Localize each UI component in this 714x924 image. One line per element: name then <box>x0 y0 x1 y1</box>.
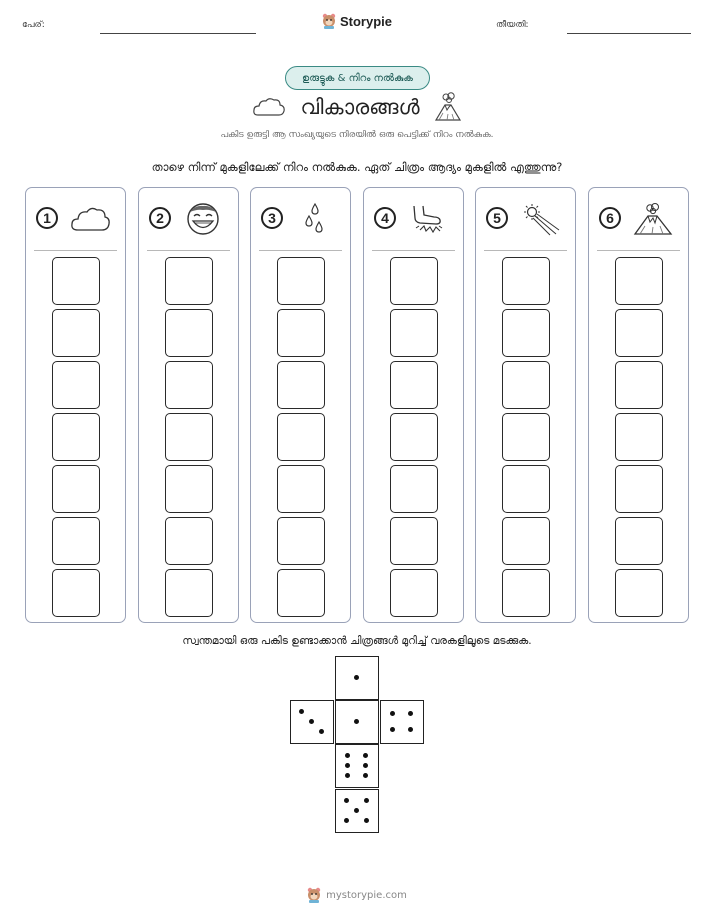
pip <box>354 675 359 680</box>
activity-badge: ഉരുട്ടുക & നിറം നൽകുക <box>285 66 430 90</box>
brand-name: Storypie <box>339 13 392 29</box>
brand-logo <box>0 13 714 29</box>
column-divider <box>372 250 455 251</box>
column-6 <box>588 187 689 623</box>
pip <box>364 798 369 803</box>
color-box[interactable] <box>52 361 100 409</box>
pip <box>363 753 368 758</box>
color-box[interactable] <box>615 517 663 565</box>
color-box[interactable] <box>165 361 213 409</box>
column-number: 3 <box>261 207 283 229</box>
column-1 <box>25 187 126 623</box>
title-row <box>0 92 714 122</box>
color-box[interactable] <box>277 309 325 357</box>
color-box[interactable] <box>390 361 438 409</box>
pip <box>345 773 350 778</box>
color-box[interactable] <box>277 361 325 409</box>
color-box[interactable] <box>52 465 100 513</box>
color-box[interactable] <box>502 569 550 617</box>
color-box[interactable] <box>502 413 550 461</box>
cloud-icon <box>252 95 286 119</box>
color-box[interactable] <box>277 517 325 565</box>
stomping-foot-icon <box>406 202 450 236</box>
cloud-icon <box>68 202 112 236</box>
column-divider <box>34 250 117 251</box>
pip <box>299 709 304 714</box>
color-box[interactable] <box>615 309 663 357</box>
pip <box>354 808 359 813</box>
pip <box>345 763 350 768</box>
die-face-six <box>335 744 379 788</box>
date-field[interactable] <box>567 33 691 34</box>
pip <box>408 727 413 732</box>
name-label: പേര്: <box>22 20 45 30</box>
pip <box>363 773 368 778</box>
column-divider <box>484 250 567 251</box>
color-box[interactable] <box>615 569 663 617</box>
footer-url[interactable]: mystorypie.com <box>326 889 407 901</box>
color-box[interactable] <box>165 465 213 513</box>
color-box[interactable] <box>52 413 100 461</box>
page-title: വികാരങ്ങൾ <box>300 94 420 119</box>
pip <box>309 719 314 724</box>
column-3 <box>250 187 351 623</box>
color-box[interactable] <box>165 413 213 461</box>
color-box[interactable] <box>390 413 438 461</box>
color-box[interactable] <box>615 257 663 305</box>
die-face-five <box>335 789 379 833</box>
color-box[interactable] <box>390 569 438 617</box>
sun-rays-icon <box>518 202 562 236</box>
question-text: താഴെ നിന്ന് മുകളിലേക്ക് നിറം നൽകുക. ഏത് ചിത്രം ആദ്യം മുകളിൽ എത്തുന്നു? <box>151 160 563 174</box>
die-face-one <box>335 656 379 700</box>
column-number: 5 <box>486 207 508 229</box>
color-box[interactable] <box>52 569 100 617</box>
color-box[interactable] <box>615 413 663 461</box>
instruction-subtitle: പകിട ഉരുട്ടി ആ സംഖ്യയുടെ നിരയിൽ ഒരു പെട്ടിക്ക് നിറം നൽകുക. <box>220 130 494 140</box>
pip <box>390 727 395 732</box>
color-box[interactable] <box>165 569 213 617</box>
color-box[interactable] <box>502 309 550 357</box>
pip <box>390 711 395 716</box>
pip <box>364 818 369 823</box>
pip <box>345 753 350 758</box>
column-divider <box>259 250 342 251</box>
die-face-three <box>290 700 334 744</box>
column-number: 2 <box>149 207 171 229</box>
color-box[interactable] <box>277 465 325 513</box>
color-box[interactable] <box>502 361 550 409</box>
color-box[interactable] <box>502 257 550 305</box>
column-number: 6 <box>599 207 621 229</box>
volcano-icon <box>434 92 462 122</box>
volcano-icon <box>631 202 675 236</box>
column-number: 1 <box>36 207 58 229</box>
color-box[interactable] <box>52 309 100 357</box>
pip <box>344 818 349 823</box>
color-box[interactable] <box>52 517 100 565</box>
pip <box>363 763 368 768</box>
color-box[interactable] <box>615 465 663 513</box>
color-box[interactable] <box>390 257 438 305</box>
storypie-mascot-icon <box>307 887 321 903</box>
color-box[interactable] <box>277 413 325 461</box>
laughing-face-icon <box>181 202 225 236</box>
color-box[interactable] <box>390 517 438 565</box>
column-4 <box>363 187 464 623</box>
pip <box>354 719 359 724</box>
column-2 <box>138 187 239 623</box>
column-divider <box>147 250 230 251</box>
storypie-mascot-icon <box>322 13 336 29</box>
column-5 <box>475 187 576 623</box>
die-face-four <box>380 700 424 744</box>
water-drops-icon <box>293 202 337 236</box>
column-divider <box>597 250 680 251</box>
color-box[interactable] <box>502 465 550 513</box>
color-box[interactable] <box>277 257 325 305</box>
color-box[interactable] <box>390 465 438 513</box>
color-box[interactable] <box>502 517 550 565</box>
die-face-one <box>335 700 379 744</box>
name-field[interactable] <box>100 33 256 34</box>
date-label: തീയതി: <box>496 20 529 30</box>
footer <box>0 887 714 903</box>
color-box[interactable] <box>277 569 325 617</box>
craft-instruction: സ്വന്തമായി ഒരു പകിട ഉണ്ടാക്കാൻ ചിത്രങ്ങൾ മുറിച്ച് വരകളിലൂടെ മടക്കുക. <box>182 635 532 647</box>
die-net <box>290 656 426 836</box>
column-number: 4 <box>374 207 396 229</box>
pip <box>319 729 324 734</box>
color-box[interactable] <box>165 517 213 565</box>
color-box[interactable] <box>615 361 663 409</box>
color-box[interactable] <box>52 257 100 305</box>
pip <box>344 798 349 803</box>
color-box[interactable] <box>165 257 213 305</box>
color-box[interactable] <box>165 309 213 357</box>
pip <box>408 711 413 716</box>
color-box[interactable] <box>390 309 438 357</box>
